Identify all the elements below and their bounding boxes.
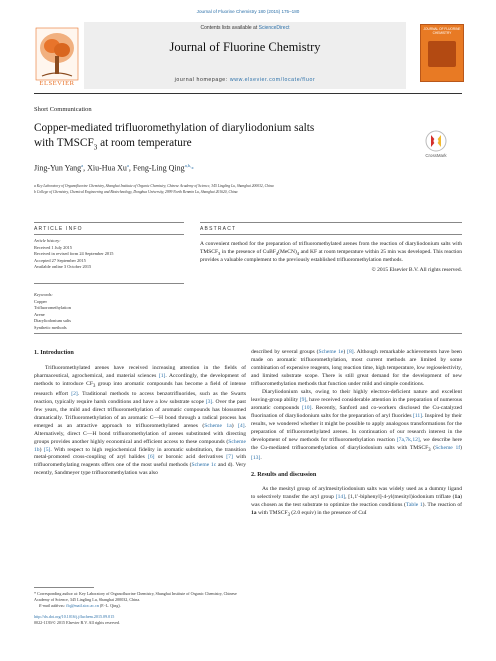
author[interactable]: Xiu-Hua Xu xyxy=(87,163,127,173)
keyword: Diaryliodonium salts xyxy=(34,318,71,324)
journal-cover-thumbnail[interactable] xyxy=(420,24,464,82)
sciencedirect-link[interactable]: ScienceDirect xyxy=(258,25,290,31)
keyword: Copper xyxy=(34,298,47,304)
footnote-rule xyxy=(34,587,94,588)
journal-homepage xyxy=(84,77,406,83)
abstract-label: ABSTRACT xyxy=(200,226,237,232)
author[interactable]: Jing-Yun Yang xyxy=(34,163,82,173)
right-column xyxy=(251,349,462,520)
journal-title: Journal of Fluorine Chemistry xyxy=(169,40,321,54)
results-heading: 2. Results and discussion xyxy=(251,470,317,478)
article-title: Copper-mediated trifluoromethylation of diaryliodonium salts with $TMSCF_3$ at room temperature xyxy=(34,122,315,152)
introduction-heading: 1. Introduction xyxy=(34,349,74,356)
contents-prefix: Contents lists available at xyxy=(200,25,259,31)
right-paragraph-2: Diaryliodonium salts, owing to their highly electron-deficient nature and excellent leaving-group ability [9], have received considerable attention in the preparation of numerous aromatic compounds [10]. Recently, Sanford and co-workers disclosed the Cu-catalyzed fluorination of diaryliodonium salts for the preparation of aryl fluorides [11]. Inspired by their results, we wondered whether it might be possible to apply analogous transformations for the preparation of trifluoromethylated arenes. In continuation of our research interest in the development of new methods for trifluoromethylation reaction [7a,7k,12], we describe here the Cu-mediated trifluoromethylation of diaryliodonium salts with $TMSCF_3$ (Scheme 1f) [13]. xyxy=(251,388,463,461)
keywords xyxy=(34,292,71,332)
keywords-label: Keywords: xyxy=(34,292,53,297)
history-label: Article history: xyxy=(34,238,61,243)
keyword: Trifluoromethylation xyxy=(34,305,71,311)
keyword: Synthetic methods xyxy=(34,325,67,331)
affiliation-b: b College of Chemistry, Chemical Engineering and Biotechnology, Donghua University, 2999 North Renmin Lu, Shanghai 201620, China xyxy=(34,189,238,194)
email-note: E-mail address: flq@mail.sioc.ac.cn (F.-L. Qing). xyxy=(39,602,121,608)
affiliations xyxy=(34,184,274,196)
crossmark-label: CrossMark xyxy=(425,153,447,158)
author[interactable]: Feng-Ling Qing xyxy=(132,163,185,173)
right-paragraph-1: described by several groups (Scheme 1e) [8]. Although remarkable achievements have been made on aromatic trifluoromethylation, most current methods are limited by some combination of expensive reagents, long reaction time, high temperature, low regioselectivity, and limited substrate scope. There is still great demand for the development of new trifluoromethylation methods that function under mild and simple conditions. xyxy=(251,349,462,387)
homepage-prefix: journal homepage: xyxy=(174,77,230,83)
doi-link[interactable]: http://dx.doi.org/10.1016/j.jfluchem.2015.09.015 xyxy=(34,613,115,619)
cover-title: JOURNAL OF FLUORINE CHEMISTRY xyxy=(423,27,461,35)
header-rule xyxy=(34,93,462,94)
email-link[interactable]: flq@mail.sioc.ac.cn xyxy=(66,602,99,608)
article-info-rule xyxy=(34,222,184,223)
elsevier-tree-logo xyxy=(34,26,80,84)
abstract-copyright: © 2015 Elsevier B.V. All rights reserved. xyxy=(371,266,462,273)
article-type: Short Communication xyxy=(34,106,92,113)
article-info-subrule xyxy=(34,234,184,235)
corresponding-author-note: * Corresponding author at: Key Laboratory of Organofluorine Chemistry, Shanghai Institute of Organic Chemistry, Chinese Academy of Science, 345 Lingling Lu, Shanghai 200032, China. xyxy=(34,591,237,602)
keyword: Arene xyxy=(34,311,45,317)
keywords-rule xyxy=(34,283,184,284)
history-received: Received 1 July 2015 xyxy=(34,244,72,250)
affiliation-a: a Key Laboratory of Organofluorine Chemistry, Shanghai Institute of Organic Chemistry, Chinese Academy of Science, 345 Lingling Lu, Shanghai 200032, China xyxy=(34,184,274,188)
contents-line xyxy=(84,25,406,31)
left-column xyxy=(34,349,246,478)
crossmark-icon xyxy=(425,130,447,152)
article-info-label: ARTICLE INFO xyxy=(34,226,83,232)
author-list: Jing-Yun Yang$^a$, Xiu-Hua Xu$^a$, Feng-Ling Qing$^{a,b,}$* xyxy=(34,163,194,173)
abstract-rule xyxy=(200,222,462,223)
right-paragraph-3: As the mesityl group of arylmesityliodonium salts was widely used as a dummy ligand to selectively transfer the aryl group [14], [1,1′-biphenyl]-4-yl(mesityl)iodonium triflate (1a) was chosen as the test substrate to optimize the reaction conditions (Table 1). The reaction of 1a with $TMSCF_3$ (2.0 equiv) in the presence of CuI xyxy=(251,486,462,519)
abstract-bottom-rule xyxy=(34,333,462,334)
history-revised: Received in revised form 24 September 2015 xyxy=(34,251,114,257)
cover-image xyxy=(428,41,456,67)
journal-reference[interactable]: Journal of Fluorine Chemistry 180 (2015) 175–180 xyxy=(196,9,300,14)
introduction-paragraph: Trifluoromethylated arenes have received increasing attention in the fields of pharmaceutical, agrochemical, and material sciences [1]. Accordingly, the development of methods to introduce $CF_3$ group into aromatic compounds has become a field of intense research effort [2]. Traditional methods to access benzotrifluorides, such as the Swarts reaction, typically require harsh conditions and have a low substrate scope [3]. Over the past few years, the mild and direct trifluoromethylation of aromatic compounds has blossomed dramatically. Trifluoromethylation of an aromatic C—H bond through a radical process has emerged as an attractive approach to trifluoromethylated arenes (Scheme 1a) [4]. Alternatively, direct C—H bond trifluoromethylation of arenes substituted with directing groups provides another highly economical and efficient access to these compounds (Scheme 1b) [5]. With respect to high regiochemical fidelity in aromatic substitution, the transition metal-promoted cross-coupling of aryl halides [6] or boronic acid derivatives [7] with trifluoromethylating reagents offers one of the most useful methods (Scheme 1c and d). Very recently, Sandmeyer type trifluoromethylation was also xyxy=(34,364,247,477)
publisher-name: ELSEVIER xyxy=(39,80,75,87)
history-online: Available online 3 October 2015 xyxy=(34,264,92,270)
abstract-subrule xyxy=(200,234,462,235)
issn-line: 0022-1139/© 2015 Elsevier B.V. All rights reserved. xyxy=(34,619,120,625)
crossmark-badge[interactable] xyxy=(408,130,464,162)
abstract-text: A convenient method for the preparation of trifluoromethylated arenes from the reaction of diaryliodonium salts with $TMSCF_3$ in the presence of $CuBF_4(MeCN)_4$ and KF at room temperature within 25 min was developed. This reaction provides a valuable complement to the previously established trifluoromethylation methods. © 2015 Elsevier B.V. All rights reserved. xyxy=(200,241,462,273)
footnotes xyxy=(34,591,246,626)
history-accepted: Accepted 27 September 2015 xyxy=(34,257,86,263)
journal-header xyxy=(34,22,462,89)
homepage-link[interactable]: www.elsevier.com/locate/fluor xyxy=(229,77,316,83)
